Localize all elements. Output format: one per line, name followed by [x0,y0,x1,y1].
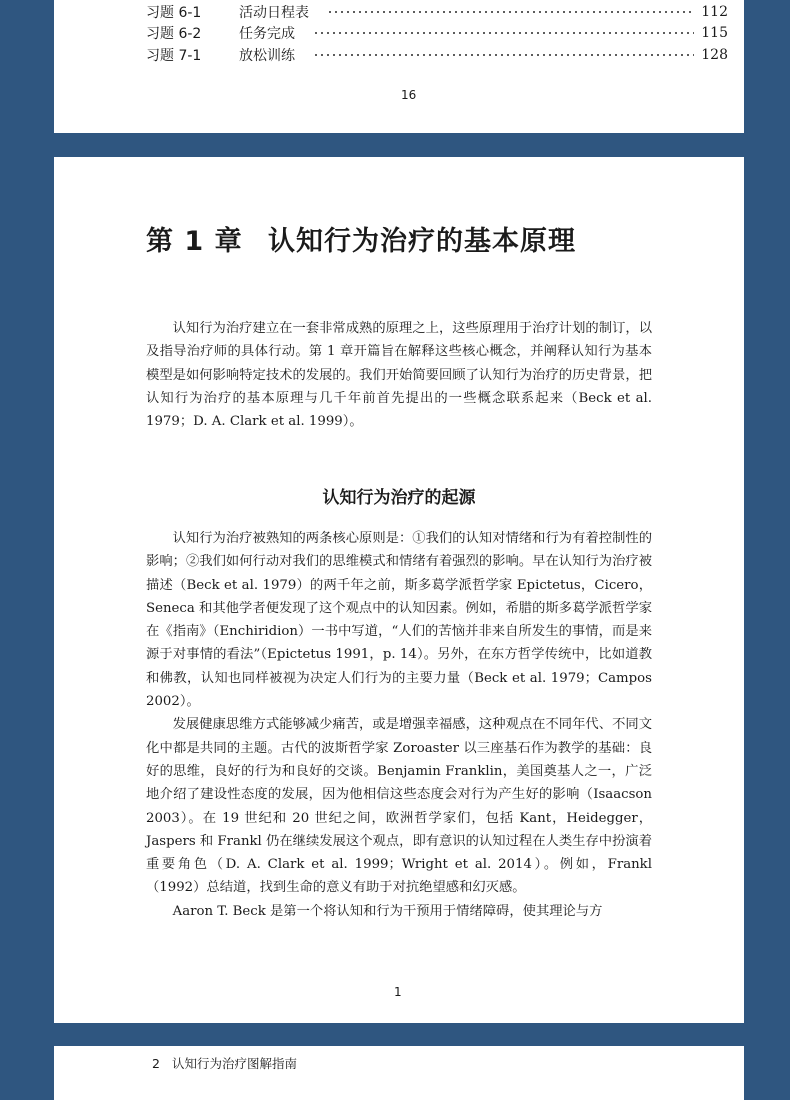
toc-entry [146,2,728,22]
chapter-intro [146,317,652,433]
dot-leader [327,10,694,14]
book-title: 认知行为治疗图解指南 [172,1056,298,1071]
toc-page [54,0,744,133]
toc-entry-page: 112 [701,4,728,20]
toc-entry-page: 115 [701,25,728,41]
next-page [54,1046,744,1100]
page-number: 16 [401,88,417,102]
page-number: 1 [394,985,402,999]
chapter-title: 认知行为治疗的基本原理 [268,226,576,257]
page-number: 2 [152,1056,160,1071]
toc-entry-title: 放松训练 [239,48,295,64]
toc-entry-page: 128 [701,47,728,63]
running-head [152,1054,297,1072]
chapter-number: 第 1 章 [146,226,243,257]
toc-entry-number: 习题 6-1 [146,5,202,21]
chapter-page [54,157,744,1023]
section-heading: 认知行为治疗的起源 [322,488,476,508]
section-body [146,527,652,923]
dot-leader [313,31,694,35]
toc-entry-title: 活动日程表 [239,5,309,21]
toc-entry [146,45,728,65]
toc-entry-title: 任务完成 [239,26,295,42]
toc-entry-number: 习题 7-1 [146,48,202,64]
chapter-heading [146,219,576,258]
body-paragraph: Aaron T. Beck 是第一个将认知和行为干预用于情绪障碍，使其理论与方 [172,903,603,919]
dot-leader [313,53,694,57]
intro-paragraph: 认知行为治疗建立在一套非常成熟的原理之上，这些原理用于治疗计划的制订，以及指导治疗师的具体行动。第 1 章开篇旨在解释这些核心概念，并阐释认知行为基本模型是如何影响特定技术的发展的。我们开始简要回顾了认知行为治疗的历史背景，把认知行为治疗的基本原理与几千年前首先提出的一些概念联系起来（Beck et al. 1979；D. A. Clark et al. 1999）。 [146,321,652,430]
body-paragraph: 发展健康思维方式能够减少痛苦，或是增强幸福感，这种观点在不同年代、不同文化中都是共同的主题。古代的波斯哲学家 Zoroaster 以三座基石作为教学的基础：良好的思维，良好的行为和良好的交谈。Benjamin Franklin，美国奠基人之一，广泛地介绍了建设性态度的发展，因为他相信这些态度会对行为产生好的影响（Isaacson 2003）。在 19 世纪和 20 世纪之间，欧洲哲学家们，包括 Kant，Heidegger，Jaspers 和 Frankl 仍在继续发展这个观点，即有意识的认知过程在人类生存中扮演着重要角色（D. A. Clark et al. 1999；Wright et al. 2014）。例如，Frankl（1992）总结道，找到生命的意义有助于对抗绝望感和幻灭感。 [146,717,652,896]
toc-entry-number: 习题 6-2 [146,26,202,42]
toc-entry [146,23,728,43]
body-paragraph: 认知行为治疗被熟知的两条核心原则是：①我们的认知对情绪和行为有着控制性的影响；②我们如何行动对我们的思维模式和情绪有着强烈的影响。早在认知行为治疗被描述（Beck et al. 1979）的两千年之前，斯多葛学派哲学家 Epictetus，Cicero，Seneca 和其他学者便发现了这个观点中的认知因素。例如，希腊的斯多葛学派哲学家在《指南》（Enchiridion）一书中写道，“人们的苦恼并非来自所发生的事情，而是来源于对事情的看法”（Epictetus 1991，p. 14）。另外，在东方哲学传统中，比如道教和佛教，认知也同样被视为决定人们行为的主要力量（Beck et al. 1979；Campos 2002）。 [146,531,652,710]
